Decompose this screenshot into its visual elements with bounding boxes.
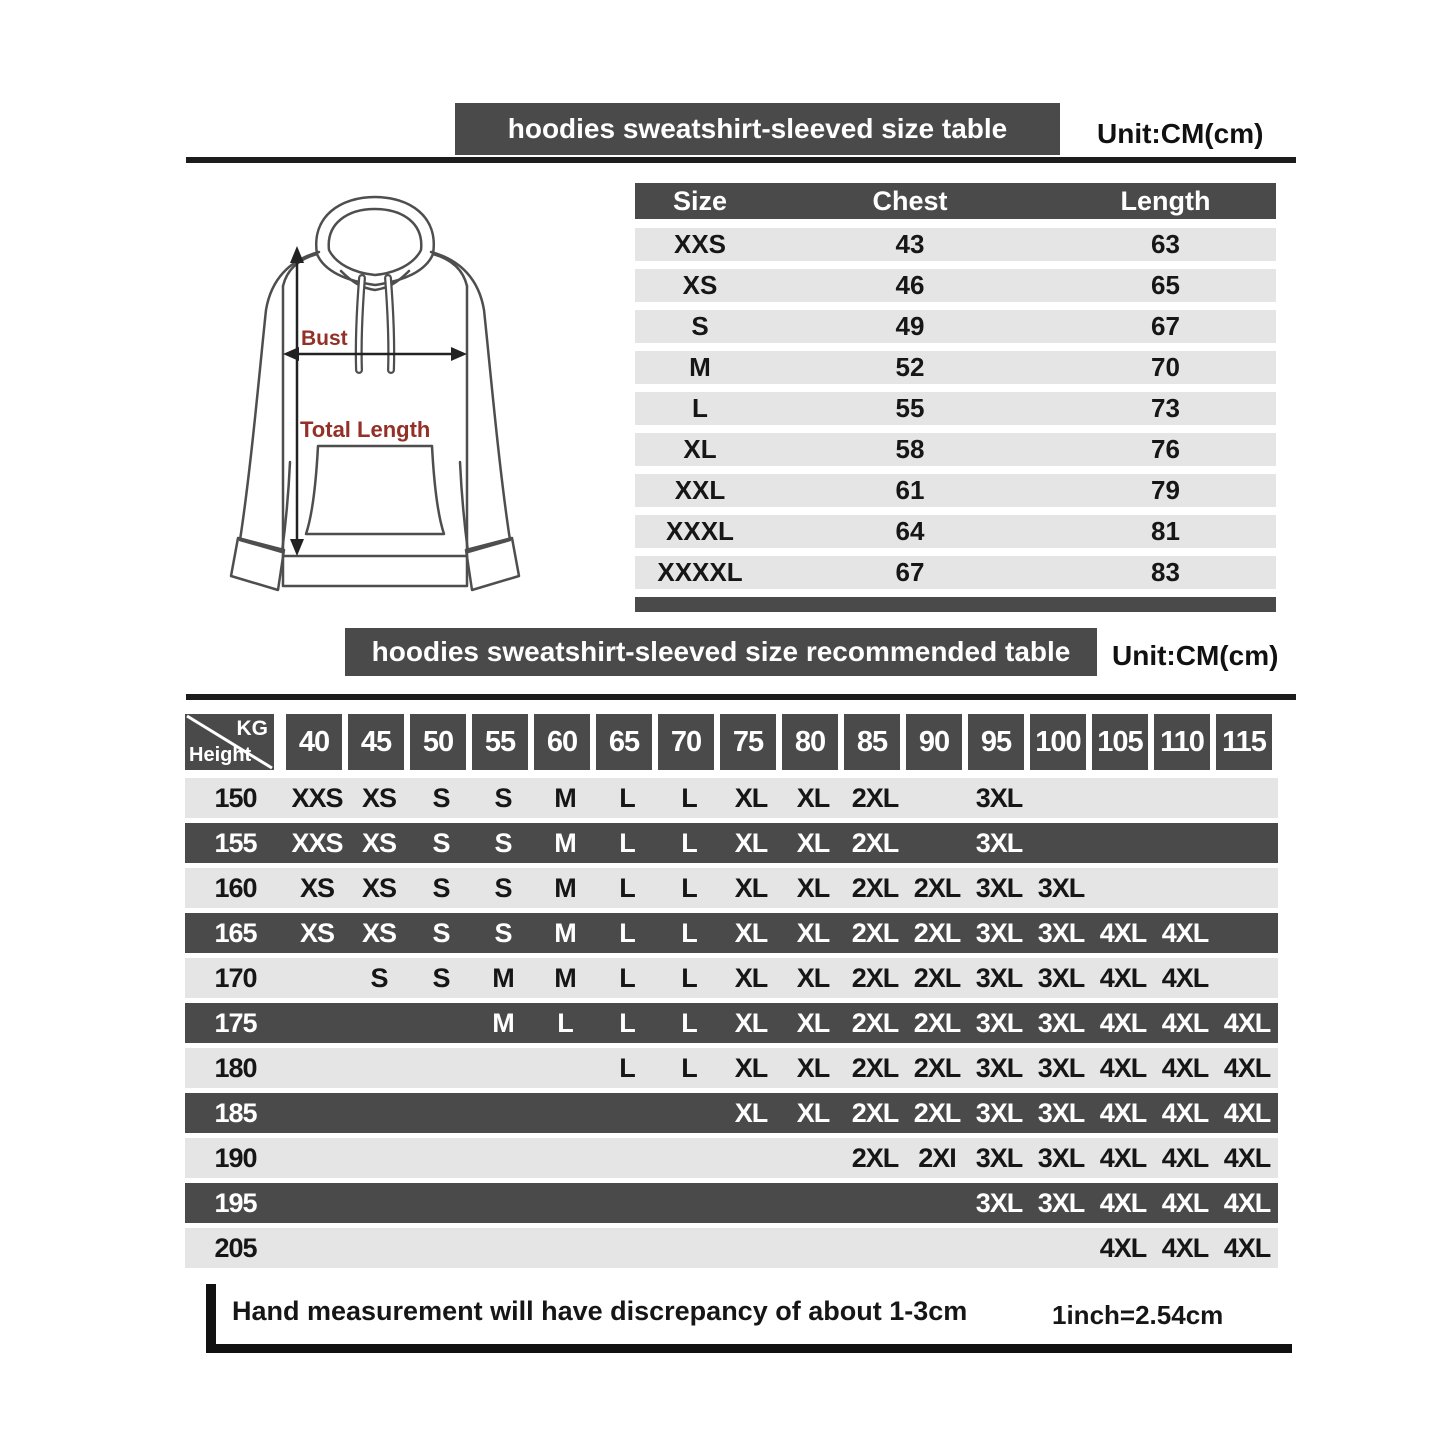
recommended-size-cell: 2XL: [913, 1097, 961, 1128]
chest-value-cell: 61: [895, 475, 925, 505]
recommended-size-cell: XL: [796, 1052, 830, 1083]
recommended-size-cell: 2XL: [851, 872, 899, 903]
recommended-size-cell: 4XL: [1223, 1232, 1271, 1263]
chest-value-cell: 58: [895, 434, 925, 464]
recommended-size-cell: 3XL: [1037, 1187, 1085, 1218]
recommended-size-cell: 2XL: [913, 917, 961, 948]
recommended-size-cell: 4XL: [1223, 1097, 1271, 1128]
recommended-size-cell: L: [681, 1052, 697, 1083]
recommended-size-cell: 3XL: [1037, 872, 1085, 903]
recommended-size-cell: XS: [299, 917, 335, 948]
recommended-size-cell: L: [681, 917, 697, 948]
size-table-bottom-bar: [635, 597, 1276, 612]
length-value-cell: 81: [1151, 516, 1180, 546]
weight-header-cell: 95: [968, 714, 1024, 770]
divider-middle: [186, 694, 1296, 700]
weight-header-cell: 40: [286, 714, 342, 770]
rec-table-row: [185, 958, 1278, 998]
bust-label: Bust: [301, 327, 348, 350]
recommended-size-cell: 2XI: [918, 1142, 956, 1173]
recommended-size-cell: 2XL: [851, 1052, 899, 1083]
inch-conversion-note: 1inch=2.54cm: [1052, 1300, 1224, 1330]
weight-header-cell: 105: [1092, 714, 1148, 770]
recommended-size-cell: L: [619, 917, 635, 948]
recommended-size-cell: S: [494, 782, 512, 813]
recommended-size-cell: 3XL: [975, 782, 1023, 813]
divider-top: [186, 157, 1296, 163]
recommended-size-cell: L: [681, 962, 697, 993]
recommended-size-cell: XL: [796, 917, 830, 948]
size-value-cell: L: [692, 393, 708, 423]
height-row-label: 205: [214, 1232, 257, 1263]
recommended-size-cell: 4XL: [1099, 1142, 1147, 1173]
weight-header-cell: 55: [472, 714, 528, 770]
recommended-size-cell: 3XL: [1037, 1052, 1085, 1083]
recommended-table-title: hoodies sweatshirt-sleeved size recommended table: [371, 636, 1071, 667]
length-value-cell: 79: [1151, 475, 1180, 505]
weight-header-cell: 65: [596, 714, 652, 770]
hem-band: [283, 556, 467, 586]
rec-table-row: [185, 1138, 1278, 1178]
recommended-size-cell: XL: [796, 827, 830, 858]
recommended-table-title-bar: [345, 628, 1097, 676]
length-column-header: Length: [1120, 185, 1211, 216]
recommended-size-cell: M: [492, 1007, 514, 1038]
recommended-size-cell: 3XL: [1037, 962, 1085, 993]
recommended-size-cell: 4XL: [1161, 1232, 1209, 1263]
size-value-cell: XXS: [673, 229, 727, 259]
arrowhead-down: [290, 539, 304, 556]
recommended-size-cell: XL: [734, 1007, 768, 1038]
height-row-label: 165: [214, 917, 257, 948]
recommended-size-cell: 2XL: [851, 1097, 899, 1128]
chest-value-cell: 64: [895, 516, 925, 546]
recommended-size-cell: 4XL: [1161, 917, 1209, 948]
length-value-cell: 83: [1151, 557, 1180, 587]
length-value-cell: 73: [1151, 393, 1180, 423]
recommended-size-cell: L: [681, 827, 697, 858]
rec-table-row: [185, 1093, 1278, 1133]
recommended-size-cell: XL: [796, 782, 830, 813]
recommended-size-cell: L: [681, 1007, 697, 1038]
recommended-size-cell: 3XL: [975, 1052, 1023, 1083]
recommended-size-cell: S: [494, 917, 512, 948]
recommended-size-cell: 4XL: [1223, 1052, 1271, 1083]
size-table-row: [635, 474, 1276, 507]
hoodie-diagram: [182, 184, 604, 620]
recommended-size-cell: 4XL: [1099, 1187, 1147, 1218]
total-length-label: Total Length: [300, 417, 431, 442]
size-table-row: [635, 556, 1276, 589]
recommended-size-cell: S: [432, 917, 450, 948]
recommended-size-cell: XL: [796, 872, 830, 903]
size-table-row: [635, 433, 1276, 466]
height-row-label: 175: [214, 1007, 257, 1038]
recommended-size-cell: 2XL: [851, 917, 899, 948]
size-value-cell: XXXL: [666, 516, 734, 546]
recommended-size-cell: XL: [796, 962, 830, 993]
size-value-cell: M: [689, 352, 711, 382]
recommended-size-cell: 3XL: [1037, 1142, 1085, 1173]
recommended-size-cell: 2XL: [851, 1007, 899, 1038]
height-row-label: 195: [214, 1187, 257, 1218]
recommended-size-cell: L: [681, 872, 697, 903]
recommended-size-cell: 2XL: [851, 962, 899, 993]
weight-header-cell: 45: [348, 714, 404, 770]
recommended-size-cell: XS: [361, 917, 397, 948]
chest-value-cell: 43: [895, 229, 925, 259]
recommended-size-cell: 4XL: [1099, 1097, 1147, 1128]
height-row-label: 155: [214, 827, 257, 858]
weight-header-cell: 85: [844, 714, 900, 770]
recommended-size-cell: 3XL: [975, 1142, 1023, 1173]
recommended-size-cell: 4XL: [1099, 1007, 1147, 1038]
size-table-row: [635, 515, 1276, 548]
chest-value-cell: 55: [895, 393, 925, 423]
recommended-size-cell: XL: [734, 917, 768, 948]
recommended-size-cell: 3XL: [975, 1007, 1023, 1038]
arrowhead-right: [451, 347, 467, 361]
recommended-size-cell: XL: [734, 827, 768, 858]
recommended-size-cell: 4XL: [1161, 962, 1209, 993]
height-row-label: 190: [214, 1142, 257, 1173]
recommended-size-cell: 2XL: [851, 827, 899, 858]
recommended-size-cell: M: [554, 962, 576, 993]
length-value-cell: 65: [1151, 270, 1180, 300]
size-value-cell: XS: [682, 270, 718, 300]
recommended-size-cell: 4XL: [1161, 1187, 1209, 1218]
arrowhead-up: [290, 246, 304, 263]
weight-header-cell: 100: [1030, 714, 1086, 770]
recommended-size-cell: L: [619, 1007, 635, 1038]
unit-label-bottom: Unit:CM(cm): [1112, 640, 1279, 671]
recommended-size-cell: 4XL: [1161, 1007, 1209, 1038]
recommended-size-cell: 4XL: [1161, 1097, 1209, 1128]
weight-header-cell: 50: [410, 714, 466, 770]
kg-label: KG: [236, 717, 268, 740]
recommended-table: [185, 714, 1278, 1268]
rec-table-row: [185, 778, 1278, 818]
recommended-size-cell: 2XL: [851, 782, 899, 813]
chest-value-cell: 46: [895, 270, 925, 300]
height-row-label: 170: [214, 962, 257, 993]
recommended-size-cell: 2XL: [913, 1007, 961, 1038]
weight-header-cell: 80: [782, 714, 838, 770]
weight-header-cell: 115: [1216, 714, 1272, 770]
size-table-rows: [635, 228, 1276, 589]
recommended-size-cell: XL: [734, 1097, 768, 1128]
recommended-size-cell: S: [494, 827, 512, 858]
recommended-size-cell: 4XL: [1223, 1007, 1271, 1038]
height-label: Height: [189, 744, 252, 766]
recommended-size-cell: XS: [361, 827, 397, 858]
arrowhead-left: [283, 347, 299, 361]
left-sleeve: [240, 252, 319, 552]
size-table-title-bar: [455, 103, 1060, 155]
recommended-size-cell: 3XL: [975, 1187, 1023, 1218]
recommended-size-cell: 4XL: [1223, 1187, 1271, 1218]
size-table-row: [635, 269, 1276, 302]
recommended-size-cell: 4XL: [1099, 1052, 1147, 1083]
recommended-size-cell: L: [619, 1052, 635, 1083]
recommended-size-cell: XXS: [291, 782, 343, 813]
recommended-size-cell: 3XL: [1037, 917, 1085, 948]
recommended-size-cell: 2XL: [913, 962, 961, 993]
recommended-size-cell: 2XL: [913, 872, 961, 903]
length-value-cell: 67: [1151, 311, 1180, 341]
rec-table-header: [185, 714, 1278, 770]
footer-left-bar: [206, 1284, 216, 1352]
rec-table-row: [185, 868, 1278, 908]
size-value-cell: S: [691, 311, 709, 341]
size-table: [635, 183, 1276, 612]
recommended-size-cell: 4XL: [1161, 1142, 1209, 1173]
weight-header-cell: 110: [1154, 714, 1210, 770]
recommended-size-cell: 4XL: [1223, 1142, 1271, 1173]
rec-table-row: [185, 913, 1278, 953]
recommended-size-cell: 2XL: [913, 1052, 961, 1083]
size-table-row: [635, 392, 1276, 425]
recommended-size-cell: 4XL: [1099, 917, 1147, 948]
height-row-label: 150: [214, 782, 257, 813]
recommended-size-cell: 3XL: [975, 872, 1023, 903]
length-value-cell: 70: [1151, 352, 1180, 382]
recommended-size-cell: L: [619, 827, 635, 858]
height-row-label: 160: [214, 872, 257, 903]
recommended-size-cell: XL: [734, 782, 768, 813]
height-row-label: 180: [214, 1052, 257, 1083]
recommended-size-cell: 3XL: [975, 917, 1023, 948]
recommended-size-cell: L: [557, 1007, 573, 1038]
recommended-size-cell: S: [432, 782, 450, 813]
chest-value-cell: 49: [895, 311, 925, 341]
recommended-size-cell: M: [554, 827, 576, 858]
weight-header-cell: 90: [906, 714, 962, 770]
weight-header-cell: 75: [720, 714, 776, 770]
rec-table-row: [185, 823, 1278, 863]
recommended-size-cell: XS: [299, 872, 335, 903]
recommended-size-cell: M: [492, 962, 514, 993]
rec-table-row: [185, 1183, 1278, 1223]
rec-table-row: [185, 1228, 1278, 1268]
rec-table-rows: [185, 778, 1278, 1268]
size-value-cell: XXL: [674, 475, 726, 505]
size-table-row: [635, 351, 1276, 384]
recommended-size-cell: XL: [796, 1007, 830, 1038]
rec-table-row: [185, 1048, 1278, 1088]
chest-value-cell: 52: [895, 352, 925, 382]
recommended-size-cell: S: [370, 962, 388, 993]
recommended-size-cell: L: [619, 782, 635, 813]
kg-height-corner-cell: [185, 714, 274, 770]
unit-label-top: Unit:CM(cm): [1097, 118, 1264, 149]
recommended-size-cell: S: [432, 962, 450, 993]
recommended-size-cell: XL: [796, 1097, 830, 1128]
recommended-size-cell: 3XL: [1037, 1097, 1085, 1128]
recommended-size-cell: XL: [734, 962, 768, 993]
recommended-size-cell: 4XL: [1099, 1232, 1147, 1263]
size-table-row: [635, 228, 1276, 261]
chest-value-cell: 67: [895, 557, 925, 587]
chest-column-header: Chest: [872, 185, 948, 216]
recommended-size-cell: L: [619, 962, 635, 993]
measurement-note: Hand measurement will have discrepancy of about 1-3cm: [232, 1296, 968, 1326]
right-sleeve: [431, 252, 510, 552]
recommended-size-cell: 3XL: [975, 1097, 1023, 1128]
size-table-title: hoodies sweatshirt-sleeved size table: [507, 113, 1008, 144]
height-row-label: 185: [214, 1097, 257, 1128]
recommended-size-cell: M: [554, 872, 576, 903]
recommended-size-cell: 4XL: [1099, 962, 1147, 993]
recommended-size-cell: 3XL: [975, 827, 1023, 858]
recommended-size-cell: XS: [361, 782, 397, 813]
weight-header-cell: 60: [534, 714, 590, 770]
recommended-size-cell: 3XL: [1037, 1007, 1085, 1038]
recommended-size-cell: L: [619, 872, 635, 903]
recommended-size-cell: XL: [734, 872, 768, 903]
recommended-size-cell: S: [432, 872, 450, 903]
recommended-size-cell: L: [681, 782, 697, 813]
kangaroo-pocket: [306, 446, 444, 534]
footer-bottom-line: [206, 1344, 1292, 1353]
recommended-size-cell: XS: [361, 872, 397, 903]
recommended-size-cell: S: [432, 827, 450, 858]
recommended-size-cell: M: [554, 782, 576, 813]
recommended-size-cell: 3XL: [975, 962, 1023, 993]
recommended-size-cell: XL: [734, 1052, 768, 1083]
recommended-size-cell: 4XL: [1161, 1052, 1209, 1083]
size-column-header: Size: [672, 185, 728, 216]
weight-header-cell: 70: [658, 714, 714, 770]
length-value-cell: 76: [1151, 434, 1180, 464]
size-value-cell: XL: [683, 434, 717, 464]
recommended-size-cell: S: [494, 872, 512, 903]
rec-table-row: [185, 1003, 1278, 1043]
size-table-row: [635, 310, 1276, 343]
size-table-header: [635, 183, 1276, 219]
recommended-size-cell: 2XL: [851, 1142, 899, 1173]
size-value-cell: XXXXL: [657, 557, 743, 587]
recommended-size-cell: XXS: [291, 827, 343, 858]
recommended-size-cell: M: [554, 917, 576, 948]
length-value-cell: 63: [1151, 229, 1180, 259]
hood-inner-line: [329, 209, 422, 275]
